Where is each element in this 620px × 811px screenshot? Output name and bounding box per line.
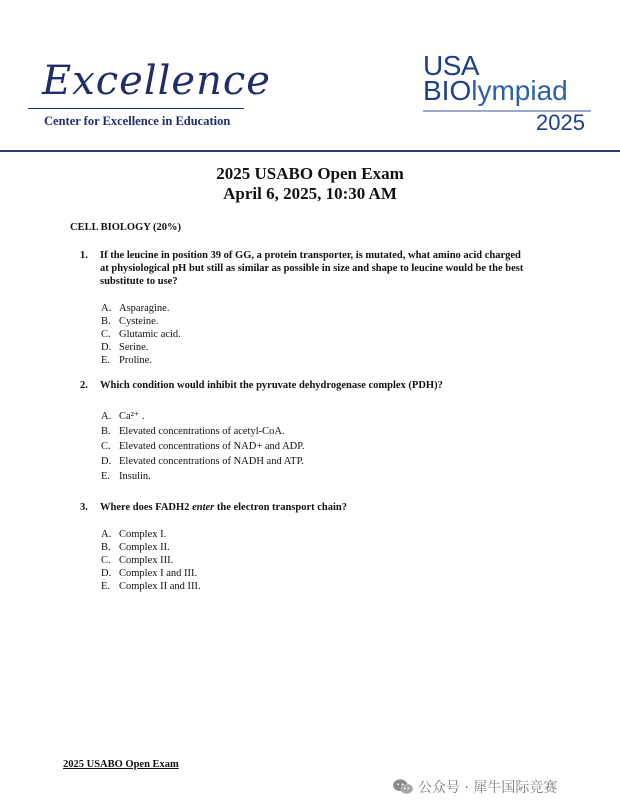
logo-bio-prefix: BIO xyxy=(423,75,472,106)
choice-text: Elevated concentrations of acetyl-CoA. xyxy=(119,426,285,437)
section-heading: CELL BIOLOGY (20%) xyxy=(70,222,182,233)
answer-choices xyxy=(101,528,540,593)
wechat-icon xyxy=(392,778,414,796)
question-text xyxy=(100,501,530,514)
choice-letter: A. xyxy=(101,529,112,540)
answer-choice xyxy=(101,341,540,354)
question-text-after: the electron transport chain? xyxy=(214,502,348,513)
question-number: 1. xyxy=(80,250,88,261)
answer-choices xyxy=(101,302,540,367)
page-footer: 2025 USABO Open Exam xyxy=(63,759,179,770)
exam-title-block xyxy=(0,164,620,204)
choice-text: Complex II and III. xyxy=(119,581,201,592)
choice-letter: D. xyxy=(101,568,112,579)
answer-choice xyxy=(101,409,540,424)
answer-choice xyxy=(101,541,540,554)
choice-letter: B. xyxy=(101,426,111,437)
answer-choice xyxy=(101,528,540,541)
answer-choice xyxy=(101,328,540,341)
answer-choice xyxy=(101,580,540,593)
choice-text: Complex II. xyxy=(119,542,170,553)
choice-text: Ca²⁺ . xyxy=(119,411,145,422)
choice-text: Proline. xyxy=(119,355,152,366)
answer-choice xyxy=(101,454,540,469)
question-2 xyxy=(80,379,540,484)
choice-letter: C. xyxy=(101,329,111,340)
question-text-emphasis: enter xyxy=(192,502,215,513)
logo-year: 2025 xyxy=(536,110,585,135)
header-rule xyxy=(0,150,620,152)
choice-letter: A. xyxy=(101,303,112,314)
choice-letter: D. xyxy=(101,342,112,353)
logo-usa-text: USA xyxy=(423,50,480,81)
choice-text: Complex III. xyxy=(119,555,174,566)
answer-choice xyxy=(101,567,540,580)
question-3 xyxy=(80,501,540,593)
choice-letter: C. xyxy=(101,441,111,452)
choice-text: Glutamic acid. xyxy=(119,329,181,340)
exam-title: 2025 USABO Open Exam xyxy=(216,164,404,183)
answer-choice xyxy=(101,302,540,315)
choice-text: Insulin. xyxy=(119,471,151,482)
cee-subtitle: Center for Excellence in Education xyxy=(44,114,231,128)
answer-choice xyxy=(101,315,540,328)
question-number: 3. xyxy=(80,502,88,513)
cee-logo xyxy=(28,58,271,136)
answer-choice xyxy=(101,469,540,484)
choice-text: Elevated concentrations of NAD+ and ADP. xyxy=(119,441,305,452)
answer-choice xyxy=(101,424,540,439)
choice-text: Asparagine. xyxy=(119,303,170,314)
choice-text: Serine. xyxy=(119,342,149,353)
watermark-text: 公众号 · 犀牛国际竞赛 xyxy=(418,780,558,796)
choice-letter: B. xyxy=(101,542,111,553)
answer-choice xyxy=(101,554,540,567)
answer-choice xyxy=(101,439,540,454)
watermark xyxy=(392,776,607,798)
choice-text: Complex I and III. xyxy=(119,568,198,579)
answer-choices xyxy=(101,409,540,484)
question-text: Which condition would inhibit the pyruvate dehydrogenase complex (PDH)? xyxy=(100,380,443,391)
logo-divider xyxy=(28,108,244,109)
choice-letter: E. xyxy=(101,471,111,482)
choice-text: Complex I. xyxy=(119,529,167,540)
answer-choice xyxy=(101,354,540,367)
choice-text: Elevated concentrations of NADH and ATP. xyxy=(119,456,304,467)
choice-letter: C. xyxy=(101,555,111,566)
logo-biolympiad-text xyxy=(423,75,568,107)
usa-biolympiad-logo xyxy=(420,50,595,140)
exam-date: April 6, 2025, 10:30 AM xyxy=(223,184,397,203)
choice-letter: E. xyxy=(101,581,111,592)
choice-letter: B. xyxy=(101,316,111,327)
question-text-before: Where does FADH2 xyxy=(100,502,193,513)
choice-letter: A. xyxy=(101,411,112,422)
choice-letter: E. xyxy=(101,355,111,366)
excellence-script-logo: Excellence xyxy=(42,58,271,104)
logo-lympiad-suffix: lympiad xyxy=(471,75,568,106)
choice-text: Cysteine. xyxy=(119,316,159,327)
question-1 xyxy=(80,249,540,367)
choice-letter: D. xyxy=(101,456,112,467)
question-number: 2. xyxy=(80,380,88,391)
question-text: If the leucine in position 39 of GG, a protein transporter, is mutated, what amino acid charged at physiological pH but still as similar as possible in size and shape to leucine would be the best substitute to use? xyxy=(100,250,524,287)
